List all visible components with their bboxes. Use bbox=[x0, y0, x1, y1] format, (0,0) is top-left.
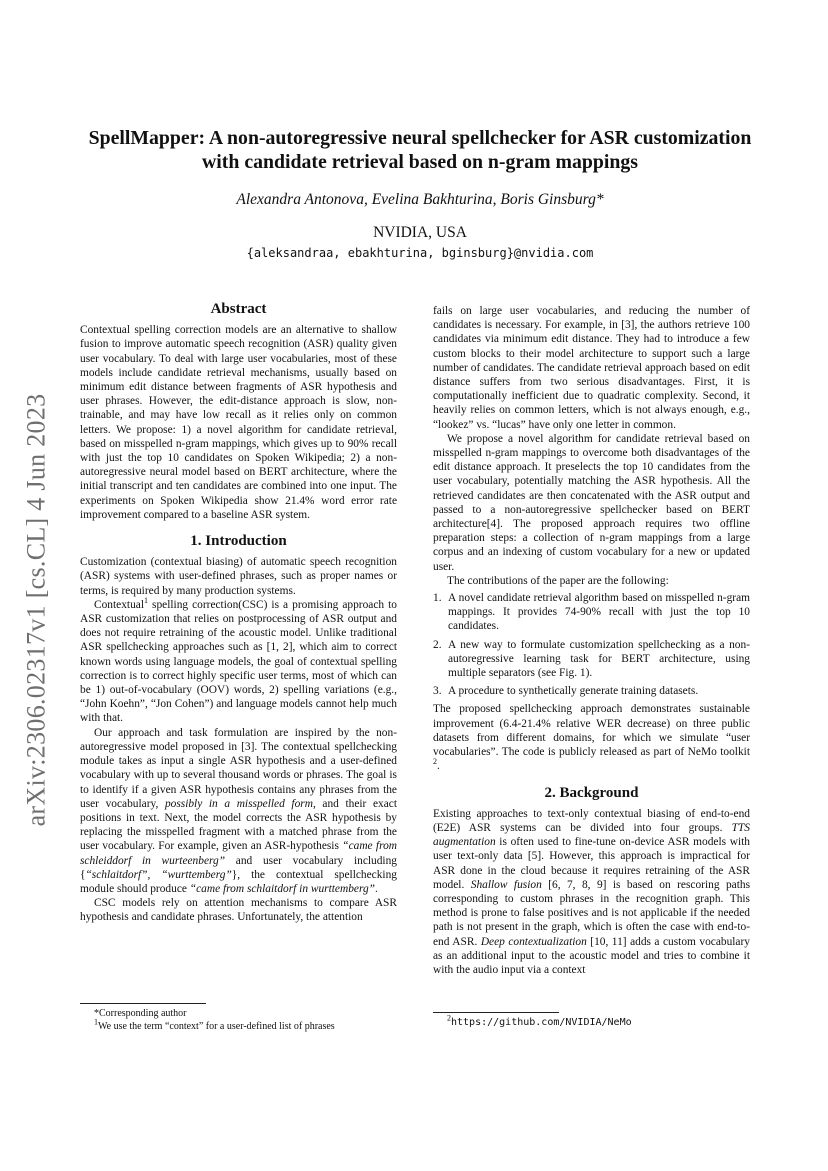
background-paragraph bbox=[433, 807, 750, 977]
intro-paragraph-2 bbox=[80, 598, 397, 726]
intro-p2-rest: spelling correction(CSC) is a promising approach to ASR customization that relies on postprocessing of ASR output and does not require retraining of the acoustic model. Unlike traditional ASR spellchecking approaches such as [1, 2], which aim to correct known words using language models, the goal of contextual spelling correction is to correct highly specific user terms, most of which can be 1) out-of-vocabulary (OOV) words, 2) spelling variations (e.g., “John Koehn”, “Jon Cohen”) and language models cannot help much with that. bbox=[80, 598, 397, 725]
right-paragraph-4 bbox=[433, 702, 750, 773]
intro-p3-text-a: Our approach and task formulation are inspired by the non-autoregressive model proposed in [3]. The contextual spellchecking module takes as input a single ASR hypothesis and a user-defined vocabulary with up to several thousand words or phrases. The goal is to identify if a given ASR hypothesis contains any phrases from the user vocabulary, bbox=[80, 726, 397, 810]
abstract-text: Contextual spelling correction models are an alternative to shallow fusion to improve automatic speech recognition (ASR) quality given user vocabulary. To deal with large user vocabularies, most of these models include candidate retrieval mechanisms, usually based on minimum edit distance between fragments of ASR hypothesis and user phrases. However, the edit-distance approach is slow, non-trainable, and may have low recall as it relies only on common letters. We propose: 1) a novel algorithm for candidate retrieval, based on misspelled n-gram mappings, which gives up to 90% recall with just the top 10 candidates on Spoken Wikipedia; 2) a non-autoregressive neural model based on BERT architecture, where the initial transcript and ten candidates are combined into one input. The experiments on Spoken Wikipedia show 21.4% word error rate improvement compared to a baseline ASR system. bbox=[80, 324, 397, 521]
footnote-2-number: 2 bbox=[447, 1013, 451, 1023]
footnote-1-number: 1 bbox=[94, 1017, 98, 1027]
arxiv-id-text: arXiv:2306.02317v1 [cs.CL] 4 Jun 2023 bbox=[21, 393, 50, 827]
left-footnotes bbox=[80, 1003, 397, 1033]
intro-p3-example-vocab: “schlaitdorf”, “wurttemberg” bbox=[85, 868, 232, 881]
right-p4-text: The proposed spellchecking approach demonstrates sustainable improvement (6.4-21.4% relative WER decrease) on three public datasets from different domains, for which we simulate “user vocabularies”. The code is publicly released as part of NeMo toolkit bbox=[433, 703, 750, 759]
contribution-number: 3. bbox=[433, 685, 442, 698]
contribution-item bbox=[433, 638, 750, 681]
contribution-item bbox=[433, 591, 750, 634]
intro-p3-text-b: , and their exact positions in text. Next, the model corrects the ASR hypothesis by replacing the misspelled fragment with a matched phrase from the user vocabulary. For example, given an ASR-hypothesis bbox=[80, 797, 397, 853]
corresponding-author-note: *Corresponding author bbox=[94, 1008, 187, 1019]
contribution-text: A novel candidate retrieval algorithm based on misspelled n-gram mappings. It provides 74-90% recall with just the top 10 candidates. bbox=[448, 592, 750, 633]
right-paragraph-1: fails on large user vocabularies, and reducing the number of candidates is necessary. For example, in [3], the authors retrieve 100 candidates via minimum edit distance. They had to introduce a few custom blocks to their model architecture to support such a large number of candidates. The candidate retrieval approach based on edit distance suffers from two serious disadvantages. First, it is computationally inefficient due to quadratic complexity. Second, it heavily relies on common letters, which is not always enough, e.g., “lookez” vs. “lucas” have only one letter in common. bbox=[433, 305, 750, 431]
footnote-2 bbox=[433, 1013, 750, 1030]
intro-p3-example-hypothesis: “came from schleiddorf in wurteenberg” bbox=[80, 840, 398, 867]
footnote-1-marker: 1 bbox=[143, 596, 148, 606]
intro-paragraph-3 bbox=[80, 726, 397, 896]
bg-term-deep-contextualization: Deep contextualization bbox=[480, 935, 587, 948]
right-p4-end: . bbox=[437, 760, 440, 773]
contribution-text: A procedure to synthetically generate training datasets. bbox=[448, 685, 699, 698]
intro-p3-text-d: }, the contextual spellchecking module should produce bbox=[80, 868, 397, 895]
left-column bbox=[80, 300, 397, 925]
intro-p3-text-e: . bbox=[374, 882, 378, 895]
footnote-1-text: We use the term “context” for a user-defined list of phrases bbox=[98, 1020, 335, 1032]
bg-term-tts-augmentation: TTS augmentation bbox=[433, 821, 750, 849]
right-column bbox=[433, 304, 750, 977]
background-heading: 2. Background bbox=[544, 784, 639, 801]
right-footnotes bbox=[433, 1012, 750, 1030]
contribution-text: A new way to formulate customization spellchecking as a non-autoregressive learning task for BERT architecture, using multiple separators (see Fig. 1). bbox=[448, 638, 750, 680]
author-list: Alexandra Antonova, Evelina Bakhturina, Boris Ginsburg* bbox=[236, 191, 604, 208]
footnote-divider bbox=[80, 1003, 206, 1004]
intro-p2-lead: Contextual bbox=[94, 598, 144, 611]
nemo-github-link[interactable]: https://github.com/NVIDIA/NeMo bbox=[451, 1017, 632, 1028]
bg-text-c: [6, 7, 8, 9] is based on rescoring paths corresponding to custom phrases in the recognition graph. This method is prone to false positives and is not applicable if the needed path is not present in the graph, which is often the case with end-to-end ASR. bbox=[433, 878, 750, 948]
bg-text-a: Existing approaches to text-only contextual biasing of end-to-end (E2E) ASR systems can be divided into four groups. bbox=[433, 807, 750, 834]
intro-p3-emph-1: possibly in a misspelled form bbox=[164, 797, 313, 810]
bg-term-shallow-fusion: Shallow fusion bbox=[470, 878, 542, 891]
intro-p3-text-c: and user vocabulary including { bbox=[80, 854, 397, 881]
contributions-intro: The contributions of the paper are the following: bbox=[447, 574, 669, 587]
abstract-heading: Abstract bbox=[210, 301, 267, 317]
footnote-divider bbox=[433, 1012, 559, 1013]
contributions-list bbox=[433, 591, 750, 698]
paper-title: SpellMapper: A non-autoregressive neural spellchecker for ASR customization with candidate retrieval based on n-gram mappings bbox=[88, 127, 752, 173]
affiliation: NVIDIA, USA bbox=[373, 224, 467, 241]
intro-p3-example-output: “came from schlaitdorf in wurttemberg” bbox=[189, 882, 375, 895]
intro-paragraph-1: Customization (contextual biasing) of automatic speech recognition (ASR) systems with user-defined phrases, such as proper names or terms, is required by many production systems. bbox=[80, 556, 397, 597]
bg-text-d: [10, 11] adds a custom vocabulary as an additional input to the acoustic model and tries to combine it with the audio input via a context bbox=[433, 935, 750, 976]
introduction-heading: 1. Introduction bbox=[190, 533, 287, 550]
footnote-2-marker: 2 bbox=[433, 757, 437, 767]
bg-text-b: is often used to fine-tune on-device ASR models with user text-only data [5]. However, this approach is impractical for ASR done in the cloud because it requires retraining of the ASR model. bbox=[433, 836, 750, 891]
footnote-1 bbox=[80, 1017, 397, 1034]
arxiv-identifier-stamp bbox=[16, 380, 56, 840]
contribution-number: 2. bbox=[433, 638, 442, 651]
right-paragraph-2: We propose a novel algorithm for candidate retrieval based on misspelled n-gram mappings to overcome both disadvantages of the edit distance approach. It preselects the top 10 candidates from the user vocabulary, potentially matching the ASR hypothesis. All the retrieved candidates are then concatenated with the ASR output and passed to a non-autoregressive spellchecker based on BERT architecture[4]. The proposed approach requires two offline preparation steps: a collection of n-gram mappings from a large corpus and an indexing of custom vocabulary for a new or updated user. bbox=[433, 432, 750, 573]
contribution-number: 1. bbox=[433, 592, 442, 605]
intro-paragraph-4: CSC models rely on attention mechanisms to compare ASR hypothesis and candidate phrases. Unfortunately, the attention bbox=[80, 897, 397, 924]
contribution-item bbox=[433, 684, 750, 698]
author-emails: {aleksandraa, ebakhturina, bginsburg}@nvidia.com bbox=[246, 246, 594, 260]
